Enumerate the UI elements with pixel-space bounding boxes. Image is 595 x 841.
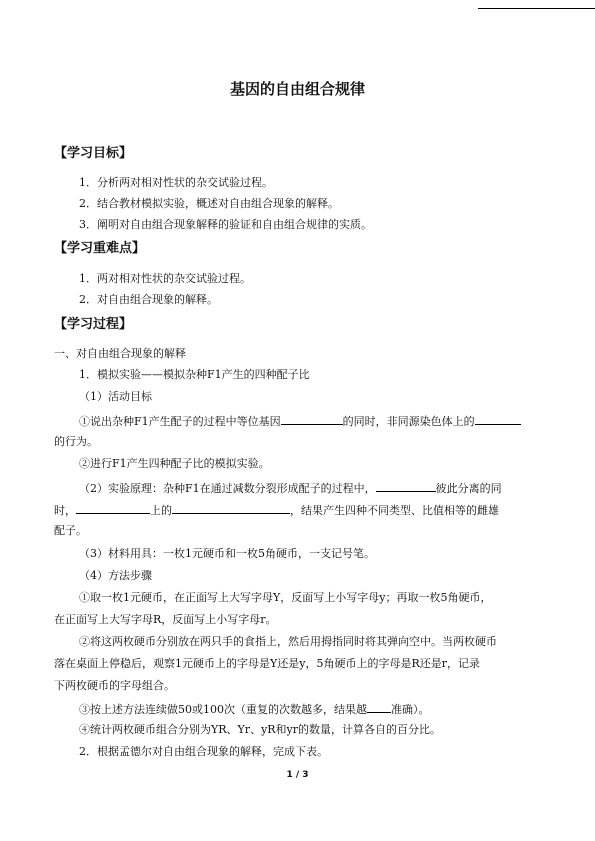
step-3-text-b: 准确）。 [391,703,430,716]
fill-blank[interactable] [376,479,436,492]
step-3-text-a: ③按上述方法连续做50或100次（重复的次数越多，结果越 [79,703,367,716]
step-4: ④统计两枚硬币组合分别为YR、Yr、yR和yr的数量，计算各自的百分比。 [79,723,442,736]
step-2-line-1: ②将这两枚硬币分别放在两只手的食指上，然后用拇指同时将其弹向空中。当两枚硬币 [79,635,497,648]
fill-blank[interactable] [281,412,343,425]
principle-line-2 [54,501,499,519]
objective-1-text-a: ①说出杂种F1产生配子的过程中等位基因 [79,415,281,428]
objective-1-text-b: 的同时，非同源染色体上的 [342,415,475,428]
header-rule [478,8,595,9]
principle-text-e: ，结果产生四种不同类型、比值相等的雌雄 [290,504,499,517]
step-2-line-3: 下两枚硬币的字母组合。 [54,679,175,692]
goal-item-1: 1．分析两对相对性状的杂交试验过程。 [79,176,273,189]
objective-heading: （1）活动目标 [79,390,152,403]
principle-text-c: 时， [54,504,76,517]
objective-2: ②进行F1产生四种配子比的模拟实验。 [79,457,270,470]
objective-1-line [79,412,521,430]
principle-text-a: （2）实验原理：杂种F1在通过减数分裂形成配子的过程中， [79,482,376,495]
method-heading: （4）方法步骤 [79,569,152,582]
step-1-line-1: ①取一枚1元硬币，在正面写上大写字母Y，反面写上小写字母y；再取一枚5角硬币， [79,591,492,604]
section-heading-process: 【学习过程】 [54,317,133,332]
goal-item-3: 3．阐明对自由组合现象解释的验证和自由组合规律的实质。 [79,218,372,231]
step-3-line [79,700,430,718]
fill-blank[interactable] [367,700,391,713]
principle-line-3: 配子。 [54,524,87,537]
goal-item-2: 2．结合教材模拟实验，概述对自由组合现象的解释。 [79,197,339,210]
section-heading-key-points: 【学习重难点】 [54,241,146,256]
fill-blank[interactable] [172,501,290,514]
principle-text-d: 上的 [150,504,172,517]
fill-blank[interactable] [76,501,150,514]
objective-1-continuation: 的行为。 [54,435,98,448]
page-title: 基因的自由组合规律 [229,80,365,98]
principle-line-1 [79,479,502,497]
section-heading-goals: 【学习目标】 [54,146,133,161]
key-point-item-2: 2．对自由组合现象的解释。 [79,293,218,306]
step-2-line-2: 落在桌面上停稳后，观察1元硬币上的字母是Y还是y，5角硬币上的字母是R还是r，记录 [54,657,481,670]
fill-blank[interactable] [475,412,521,425]
page-number: 1 / 3 [286,770,309,780]
step-1-line-2: 在正面写上大写字母R，反面写上小写字母r。 [54,613,277,626]
part-heading-1: 一、对自由组合现象的解释 [54,347,186,360]
subsection-heading-1: 1．模拟实验——模拟杂种F1产生的四种配子比 [79,368,310,381]
materials: （3）材料用具：一枚1元硬币和一枚5角硬币，一支记号笔。 [79,547,375,560]
principle-text-b: 彼此分离的同 [435,482,502,495]
key-point-item-1: 1．两对相对性状的杂交试验过程。 [79,272,251,285]
subsection-heading-2: 2．根据孟德尔对自由组合现象的解释，完成下表。 [79,745,328,758]
